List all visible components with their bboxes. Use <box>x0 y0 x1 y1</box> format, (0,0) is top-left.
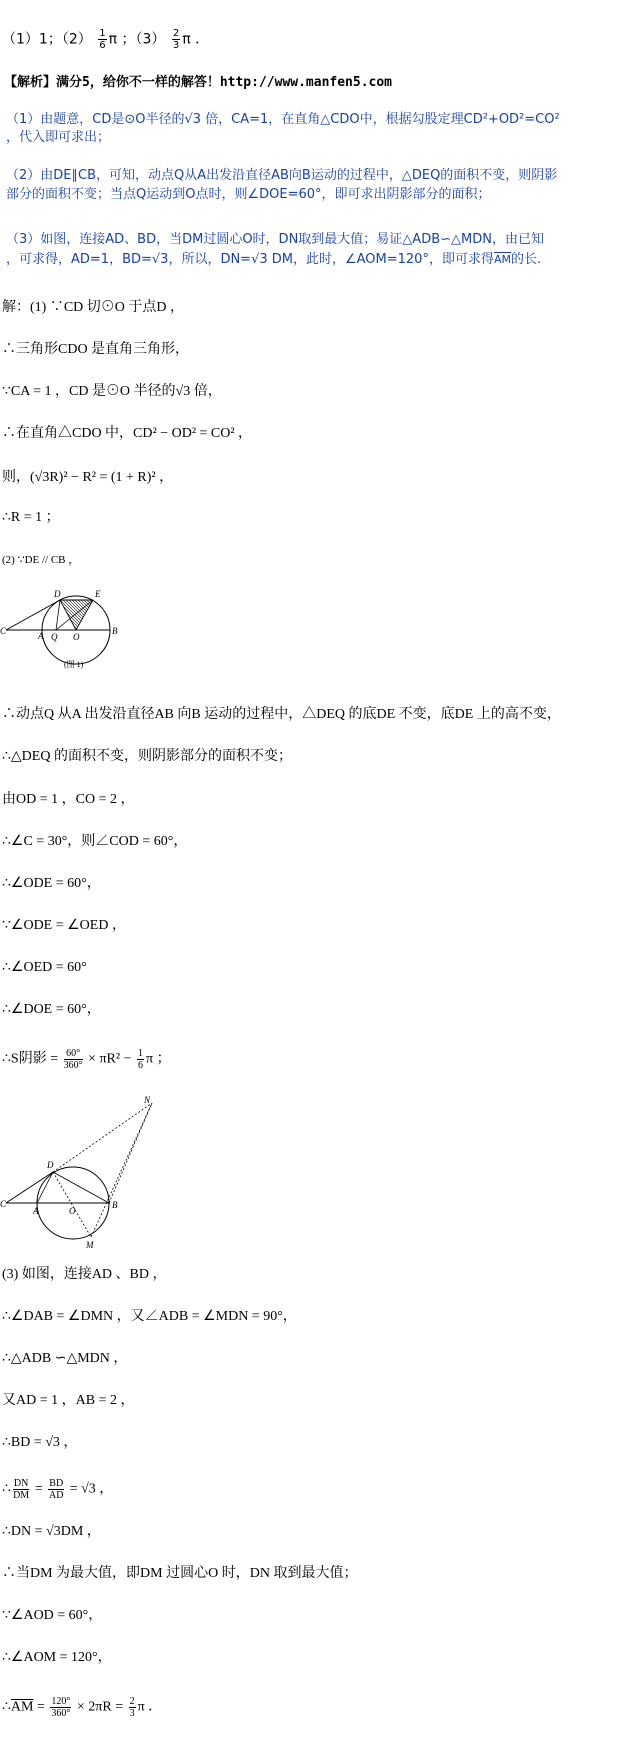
sol-12: ∴∠ODE = 60°， <box>2 876 101 891</box>
label-o: O <box>73 632 80 642</box>
figure-2 <box>0 1095 160 1255</box>
s16-prefix: ∴S阴影 = <box>2 1051 62 1067</box>
sol-11: ∴∠C = 30°，则∠COD = 60°， <box>2 834 188 849</box>
analysis-3a: （3）如图，连接AD、BD，当DM过圆心O时，DN取到最大值；易证△ADB∽△MDN，由已知 <box>6 232 544 247</box>
label-c: C <box>0 626 7 636</box>
sol-9: ∴△DEQ 的面积不变，则阴影部分的面积不变； <box>2 749 292 764</box>
frac-den: 6 <box>99 40 106 51</box>
frac-den: 3 <box>172 40 180 51</box>
label-c: C <box>0 1199 7 1209</box>
s27-end: π ． <box>137 1699 163 1715</box>
sol-16 <box>2 1048 171 1071</box>
frac-num: DN <box>13 1478 29 1489</box>
sol-1: 解：(1) ∵CD 切⊙O 于点D ， <box>2 300 184 315</box>
arc-am: $\overline{AM}$ <box>10 1699 34 1715</box>
sol-10: 由OD = 1 ，CO = 2 ， <box>2 792 135 807</box>
frac-num: 120° <box>51 1696 71 1707</box>
label-n: N <box>144 1095 151 1105</box>
analysis-3b: ，可求得，AD=1，BD=√3，所以，DN=√3 DM，此时，∠AOM=120°，即可求得 <box>6 252 494 267</box>
pi-symbol: π <box>108 31 117 48</box>
s22-frac-1 <box>13 1478 29 1501</box>
s22-prefix: ∴ <box>2 1481 11 1497</box>
analysis-header: 【解析】满分5，给你不一样的解答！http://www.manfen5.com <box>4 75 393 90</box>
frac-den: 360° <box>63 1060 83 1071</box>
s22-frac-2 <box>48 1478 64 1501</box>
sol-6: ∴R = 1 ； <box>2 510 60 525</box>
s27-eq: = <box>33 1699 49 1715</box>
figure-1-caption: (图 1) <box>64 660 84 669</box>
frac-den: 6 <box>138 1060 143 1071</box>
label-b: B <box>112 626 118 636</box>
answer-fraction-1 <box>98 28 106 51</box>
arc-am: $\overline{AM}$ <box>493 253 511 266</box>
frac-num: 1 <box>138 1048 143 1059</box>
s27-prefix: ∴ <box>2 1699 11 1715</box>
sol-17: (3) 如图，连接AD 、BD ， <box>2 1267 167 1282</box>
sol-20: 又AD = 1 ，AB = 2 ， <box>2 1393 135 1408</box>
label-o: O <box>69 1206 76 1216</box>
s16-end: π ； <box>146 1051 171 1067</box>
sol-21: ∴BD = √3 ， <box>2 1435 78 1450</box>
sol-5: 则，(√3R)² − R² = (1 + R)² ， <box>2 470 174 485</box>
frac-den: DM <box>13 1490 30 1501</box>
s27-frac-2 <box>129 1696 136 1719</box>
label-m: M <box>86 1240 94 1250</box>
tangent-cd <box>6 1172 53 1203</box>
segment-mn <box>91 1103 152 1237</box>
segment-dq <box>56 600 60 630</box>
analysis-3c: 的长. <box>510 252 542 267</box>
figure-1 <box>0 585 130 670</box>
segment-dm <box>53 1172 91 1237</box>
analysis-3b-line <box>6 250 541 270</box>
sol-26: ∴∠AOM = 120°， <box>2 1650 112 1665</box>
analysis-1b: ，代入即可求出； <box>6 130 111 145</box>
sol-7: (2) ∵DE // CB ， <box>2 554 80 566</box>
s22-eq: = <box>31 1481 47 1497</box>
s27-mid: × 2πR = <box>73 1699 127 1715</box>
sol-14: ∴∠OED = 60° <box>2 960 87 975</box>
answer-part2: ；（3） <box>121 31 166 48</box>
sol-13: ∵∠ODE = ∠OED ， <box>2 918 126 933</box>
answer-line <box>2 28 209 51</box>
analysis-2a: （2）由DE∥CB，可知，动点Q从A出发沿直径AB向B运动的过程中，△DEQ的面积不变，则阴影 <box>6 168 558 183</box>
sol-2: ∴三角形CDO 是直角三角形， <box>2 342 190 357</box>
frac-den: 360° <box>51 1708 71 1719</box>
label-d: D <box>47 1160 54 1170</box>
s16-mid: × πR² − <box>84 1051 135 1067</box>
answer-fraction-2 <box>172 28 180 51</box>
segment-dn <box>53 1103 152 1172</box>
sol-23: ∴DN = √3DM ， <box>2 1524 101 1539</box>
s16-frac-1 <box>64 1048 83 1071</box>
label-e: E <box>95 589 101 599</box>
frac-den: AD <box>49 1490 64 1501</box>
answer-part1: （1）1；（2） <box>2 31 92 48</box>
sol-27 <box>2 1696 162 1719</box>
analysis-2b: 部分的面积不变；当点Q运动到O点时，则∠DOE=60°，即可求出阴影部分的面积； <box>6 187 491 202</box>
sol-18: ∴∠DAB = ∠DMN ，又∠ADB = ∠MDN = 90°， <box>2 1309 297 1324</box>
sol-19: ∴△ADB ∽△MDN ， <box>2 1351 128 1366</box>
segment-bn <box>109 1103 152 1203</box>
label-a: A <box>33 1206 39 1216</box>
analysis-1a: （1）由题意，CD是⊙O半径的√3 倍，CA=1，在直角△CDO中，根据勾股定理CD²+OD²=CO² <box>6 112 560 127</box>
label-b: B <box>112 1200 118 1210</box>
frac-num: 60° <box>64 1048 83 1060</box>
label-a: A <box>38 631 44 641</box>
frac-den: 3 <box>129 1708 135 1719</box>
frac-num: 2 <box>172 28 180 39</box>
s16-frac-2 <box>137 1048 144 1071</box>
frac-num: BD <box>49 1478 64 1489</box>
frac-num: 2 <box>129 1696 135 1707</box>
sol-24: ∴当DM 为最大值，即DM 过圆心O 时，DN 取到最大值； <box>2 1566 358 1581</box>
tangent-cd <box>6 600 60 630</box>
segment-db <box>53 1172 109 1203</box>
sol-22 <box>2 1478 113 1501</box>
frac-num: 1 <box>99 28 106 39</box>
sol-15: ∴∠DOE = 60°， <box>2 1002 101 1017</box>
sol-4: ∴在直角△CDO 中，CD² − OD² = CO² ， <box>2 426 253 441</box>
sol-25: ∵∠AOD = 60°， <box>2 1608 103 1623</box>
sol-8: ∴动点Q 从A 出发沿直径AB 向B 运动的过程中，△DEQ 的底DE 不变，底DE 上的高不变， <box>2 707 561 722</box>
s27-frac-1 <box>50 1696 71 1719</box>
answer-end: ． <box>195 31 210 48</box>
sol-3: ∵CA = 1 ，CD 是⊙O 半径的√3 倍， <box>2 384 222 399</box>
segment-da <box>37 1172 53 1203</box>
pi-symbol: π <box>182 31 191 48</box>
label-d: D <box>54 589 61 599</box>
label-q: Q <box>51 632 58 642</box>
s22-end: = √3 ， <box>66 1481 114 1497</box>
